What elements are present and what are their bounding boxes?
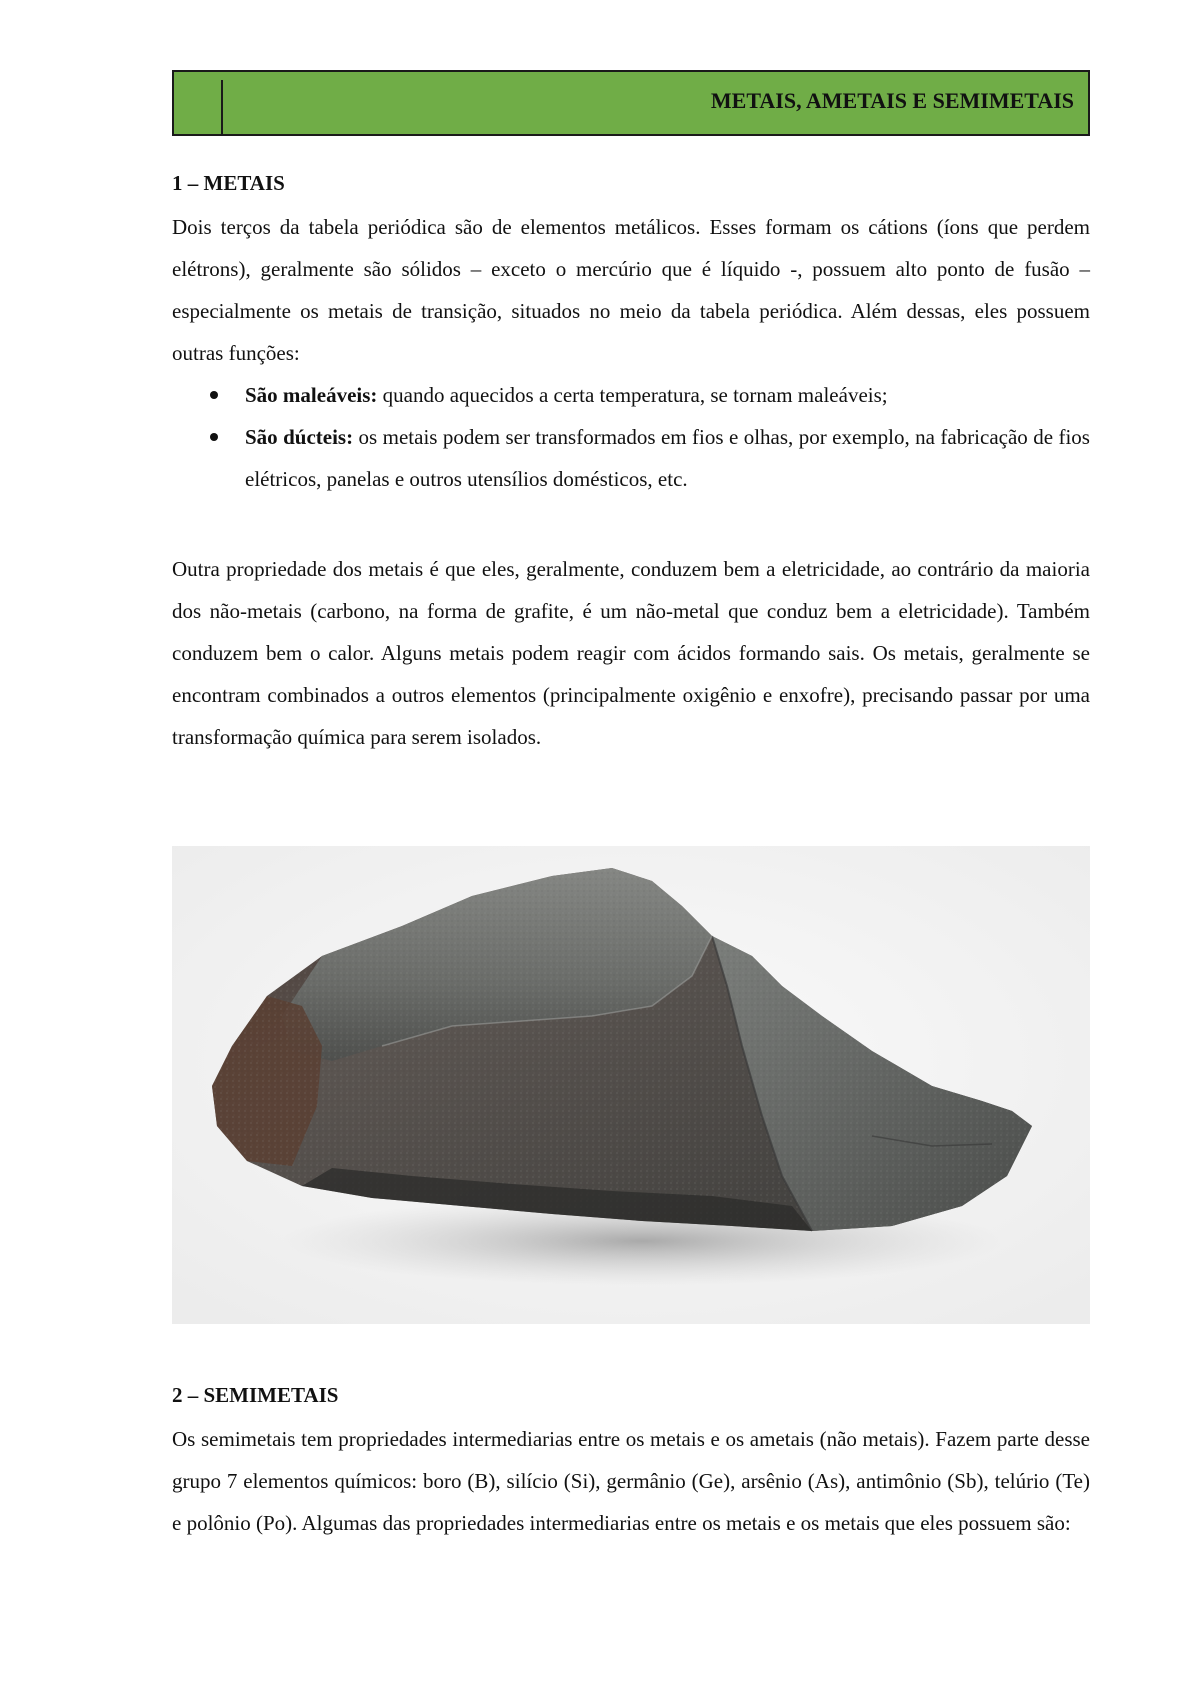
bullet-term: São maleáveis: xyxy=(245,383,378,407)
section-heading-semimetais: 2 – SEMIMETAIS xyxy=(172,1383,339,1407)
bullet-term: São dúcteis: xyxy=(245,425,354,449)
semimetais-paragraph: Os semimetais tem propriedades intermediarias entre os metais e os ametais (não metais). Fazem parte desse grupo 7 elementos químicos: boro (B), silício (Si), germânio (Ge), arsênio (As), antimônio (Sb), telúrio (Te) e polônio (Po). Algumas das propriedades intermediarias entre os metais e os metais que eles possuem são: xyxy=(172,1427,1090,1535)
metais-properties-list xyxy=(172,374,1090,500)
section-metais xyxy=(172,168,1090,500)
bullet-icon xyxy=(210,391,218,399)
header-bar xyxy=(172,70,1090,136)
list-item xyxy=(172,374,1090,416)
bullet-icon xyxy=(210,433,218,441)
metal-ore-photo xyxy=(172,846,1090,1324)
metais-conductivity-paragraph: Outra propriedade dos metais é que eles, geralmente, conduzem bem a eletricidade, ao contrário da maioria dos não-metais (carbono, na forma de grafite, é um não-metal que conduz bem a eletricidade). Também conduzem bem o calor. Alguns metais podem reagir com ácidos formando sais. Os metais, geralmente se encontram combinados a outros elementos (principalmente oxigênio e enxofre), precisando passar por uma transformação química para serem isolados. xyxy=(172,557,1090,749)
metais-conductivity-block xyxy=(172,548,1090,758)
bullet-text: quando aquecidos a certa temperatura, se tornam maleáveis; xyxy=(377,383,888,407)
rock-image xyxy=(172,846,1090,1324)
header-divider xyxy=(221,80,223,136)
section-semimetais xyxy=(172,1380,1090,1544)
bullet-text: os metais podem ser transformados em fios e olhas, por exemplo, na fabricação de fios elétricos, panelas e outros utensílios domésticos, etc. xyxy=(245,425,1090,491)
section-heading-metais: 1 – METAIS xyxy=(172,171,285,195)
list-item xyxy=(172,416,1090,500)
metais-intro-paragraph: Dois terços da tabela periódica são de elementos metálicos. Esses formam os cátions (íons que perdem elétrons), geralmente são sólidos – exceto o mercúrio que é líquido -, possuem alto ponto de fusão – especialmente os metais de transição, situados no meio da tabela periódica. Além dessas, eles possuem outras funções: xyxy=(172,215,1090,365)
page-title: METAIS, AMETAIS E SEMIMETAIS xyxy=(710,88,1074,113)
